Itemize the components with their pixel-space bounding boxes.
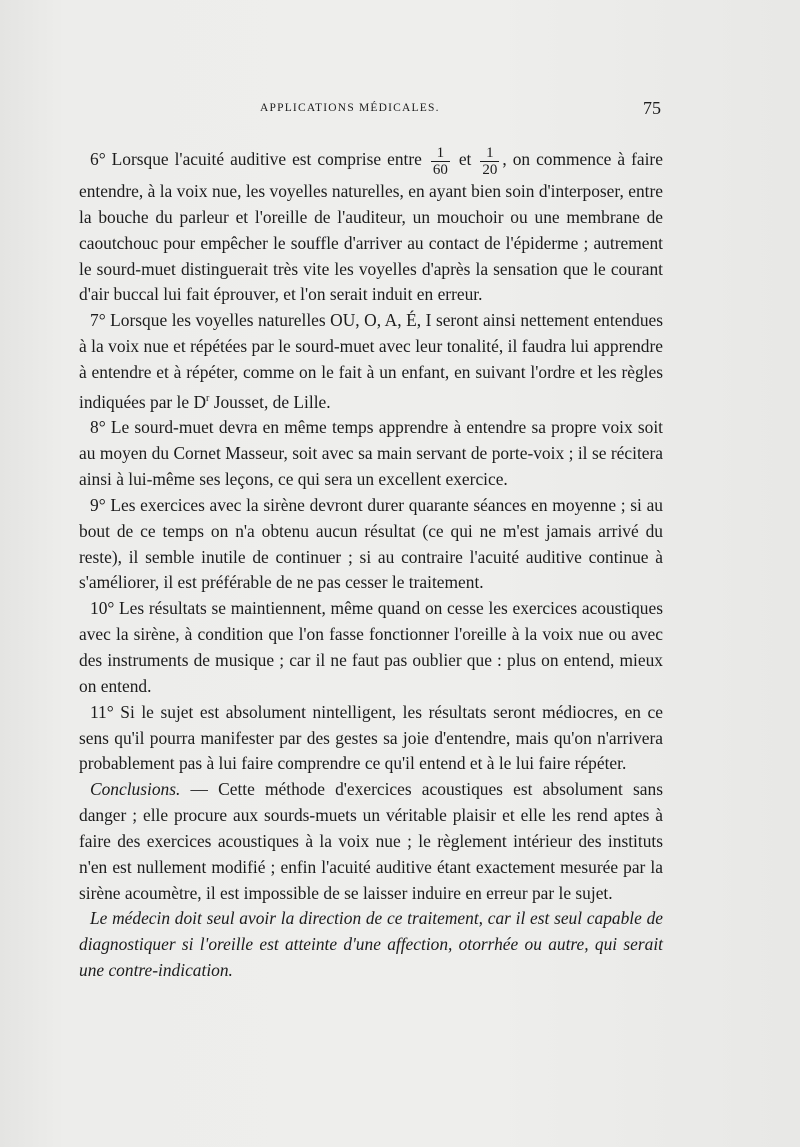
page-number: 75: [643, 98, 661, 118]
page-body: [79, 139, 663, 984]
fraction-one-twentieth: $\frac{1}{20}$: [482, 144, 498, 178]
paragraph-6-mid: et: [458, 149, 472, 169]
paragraph-7-text-a: 7° Lorsque les voyelles naturelles OU, O, A, É, I seront ainsi nettement entendues à la voix nue et répétées par le sourd-muet avec leur tonalité, il faudra lui apprendre à entendre et à répéter, comme on le fait à un enfant, en suivant l'ordre et les règles indiquées par le D: [79, 310, 663, 412]
conclusions-label: Conclusions.: [90, 779, 181, 800]
paragraph-final-italic: Le médecin doit seul avoir la direction de ce traitement, car il est seul capable de diagnostiquer si l'oreille est atteinte d'une affection, otorrhée ou autre, qui serait une contre-indication.: [79, 908, 663, 981]
paragraph-6-rest: faire entendre, à la voix nue, les voyelles naturelles, en ayant bien soin d'interposer, entre la bouche du parleur et l'oreille de l'auditeur, un mouchoir ou une membrane de caoutchouc pour empêcher le souffle d'arriver au contact de l'épiderme ; autrement le sourd-muet distinguerait très vite les voyelles d'après la sensation que le courant d'air buccal lui fait éprouver, et l'on serait induit en erreur.: [79, 149, 663, 305]
paragraph-7: [79, 308, 663, 415]
paragraph-9: 9° Les exercices avec la sirène devront durer quarante séances en moyenne ; si au bout de ce temps on n'a obtenu aucun résultat (ce qui ne m'est jamais arrivé du reste), il semble inutile de continuer ; si au contraire l'acuité auditive continue à s'améliorer, il est préférable de ne pas cesser le traitement.: [79, 494, 663, 593]
paragraph-6-lead: 6° Lorsque l'acuité auditive est comprise entre: [90, 149, 422, 169]
paragraph-8: 8° Le sourd-muet devra en même temps apprendre à entendre sa propre voix soit au moyen du Cornet Masseur, soit avec sa main servant de porte-voix ; il se récitera ainsi à lui-même ses leçons, ce qui sera un excellent exercice.: [79, 417, 663, 490]
running-title: APPLICATIONS MÉDICALES.: [260, 102, 440, 114]
fraction-one-sixtieth: $\frac{1}{60}$: [432, 144, 448, 178]
doctor-superscript: r: [206, 392, 210, 404]
page-header: [79, 96, 661, 126]
paragraph-conclusions: [79, 777, 663, 906]
paragraph-6: [79, 139, 663, 308]
paragraph-10: 10° Les résultats se maintiennent, même quand on cesse les exercices acoustiques avec la sirène, à condition que l'on fasse fonctionner l'oreille à la voix nue ou avec des instruments de musique ; car il ne faut pas oublier que : plus on entend, mieux on entend.: [79, 598, 663, 696]
paragraph-7-text-b: Jousset, de Lille.: [209, 391, 331, 412]
paragraph-11: 11° Si le sujet est absolument nintelligent, les résultats seront médiocres, en ce sens qu'il pourra manifester par des gestes sa joie d'entendre, mais qu'on n'arrivera probablement pas à lui faire comprendre ce qu'il entend et à le lui faire répéter.: [79, 701, 663, 774]
conclusions-text: — Cette méthode d'exercices acoustiques est absolument sans danger ; elle procure aux sourds-muets un véritable plaisir et elle les rend aptes à faire des exercices acoustiques à la voix nue ; le règlement intérieur des instituts n'en est nullement modifié ; enfin l'acuité auditive étant exactement mesurée par la sirène acoumètre, il est impossible de se laisser induire en erreur par le sujet.: [79, 779, 663, 903]
paragraph-6-after: , on commence à: [502, 149, 626, 169]
